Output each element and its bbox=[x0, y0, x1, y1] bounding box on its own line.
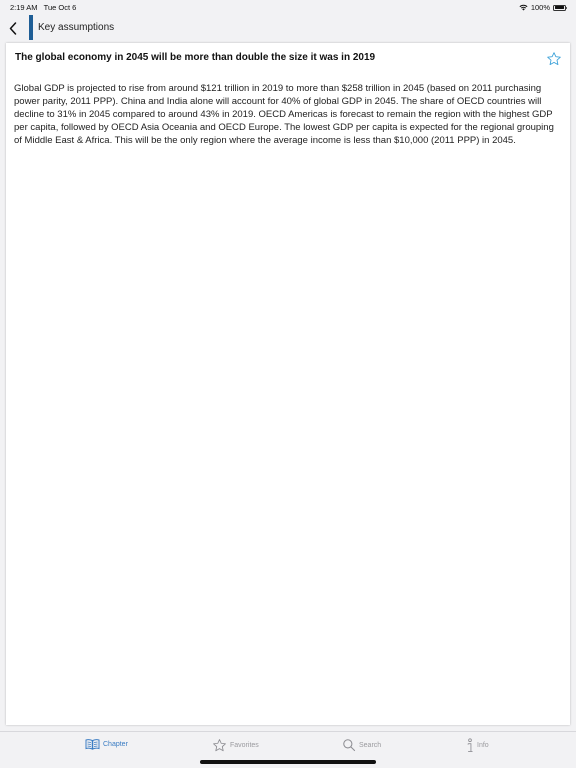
article-body: Global GDP is projected to rise from around $121 trillion in 2019 to more than $258 trillion in 2045 (based on 2011 purchasing power parity, 2011 PPP). China and India alone will account for 40% of global GDP in 2045. The share of OECD countries will decline to 31% in 2045 compared to around 43% in 2019. OECD Americas is forecast to remain the region with the highest GDP per capita, followed by OECD Asia Oceania and OECD Europe. The lowest GDP per capita is expected for the regional grouping of Middle East & Africa. This will be the only region where the average income is less than $10,000 (2011 PPP) in 2045. bbox=[14, 83, 554, 146]
status-bar bbox=[0, 0, 576, 14]
navigation-bar bbox=[0, 14, 576, 42]
article-title: The global economy in 2045 will be more than double the size it was in 2019 bbox=[15, 52, 376, 63]
tab-search-label: Search bbox=[359, 741, 382, 749]
tab-favorites[interactable] bbox=[212, 738, 259, 753]
tab-info[interactable] bbox=[466, 738, 489, 753]
info-icon bbox=[466, 738, 474, 753]
star-icon bbox=[212, 738, 227, 753]
book-icon bbox=[85, 738, 100, 750]
wifi-icon bbox=[519, 4, 528, 11]
tab-favorites-label: Favorites bbox=[230, 742, 259, 749]
battery-icon bbox=[553, 5, 566, 11]
status-clock: 2:19 AM bbox=[10, 3, 38, 12]
status-date: Tue Oct 6 bbox=[43, 3, 77, 12]
status-time bbox=[10, 3, 76, 12]
chevron-left-icon bbox=[9, 22, 17, 35]
page-title: Key assumptions bbox=[38, 22, 115, 33]
tab-search[interactable] bbox=[342, 738, 381, 752]
battery-percent: 100% bbox=[530, 3, 550, 12]
tab-chapter[interactable] bbox=[85, 738, 128, 750]
star-outline-icon bbox=[546, 51, 562, 67]
tab-info-label: Info bbox=[477, 742, 489, 749]
favorite-button[interactable] bbox=[546, 51, 562, 67]
status-indicators bbox=[519, 3, 566, 12]
home-indicator bbox=[200, 760, 376, 764]
magnifier-icon bbox=[342, 738, 356, 752]
article-card bbox=[6, 43, 570, 725]
nav-accent-bar bbox=[29, 15, 33, 40]
back-button[interactable] bbox=[4, 18, 22, 38]
tab-chapter-label: Chapter bbox=[103, 740, 128, 748]
